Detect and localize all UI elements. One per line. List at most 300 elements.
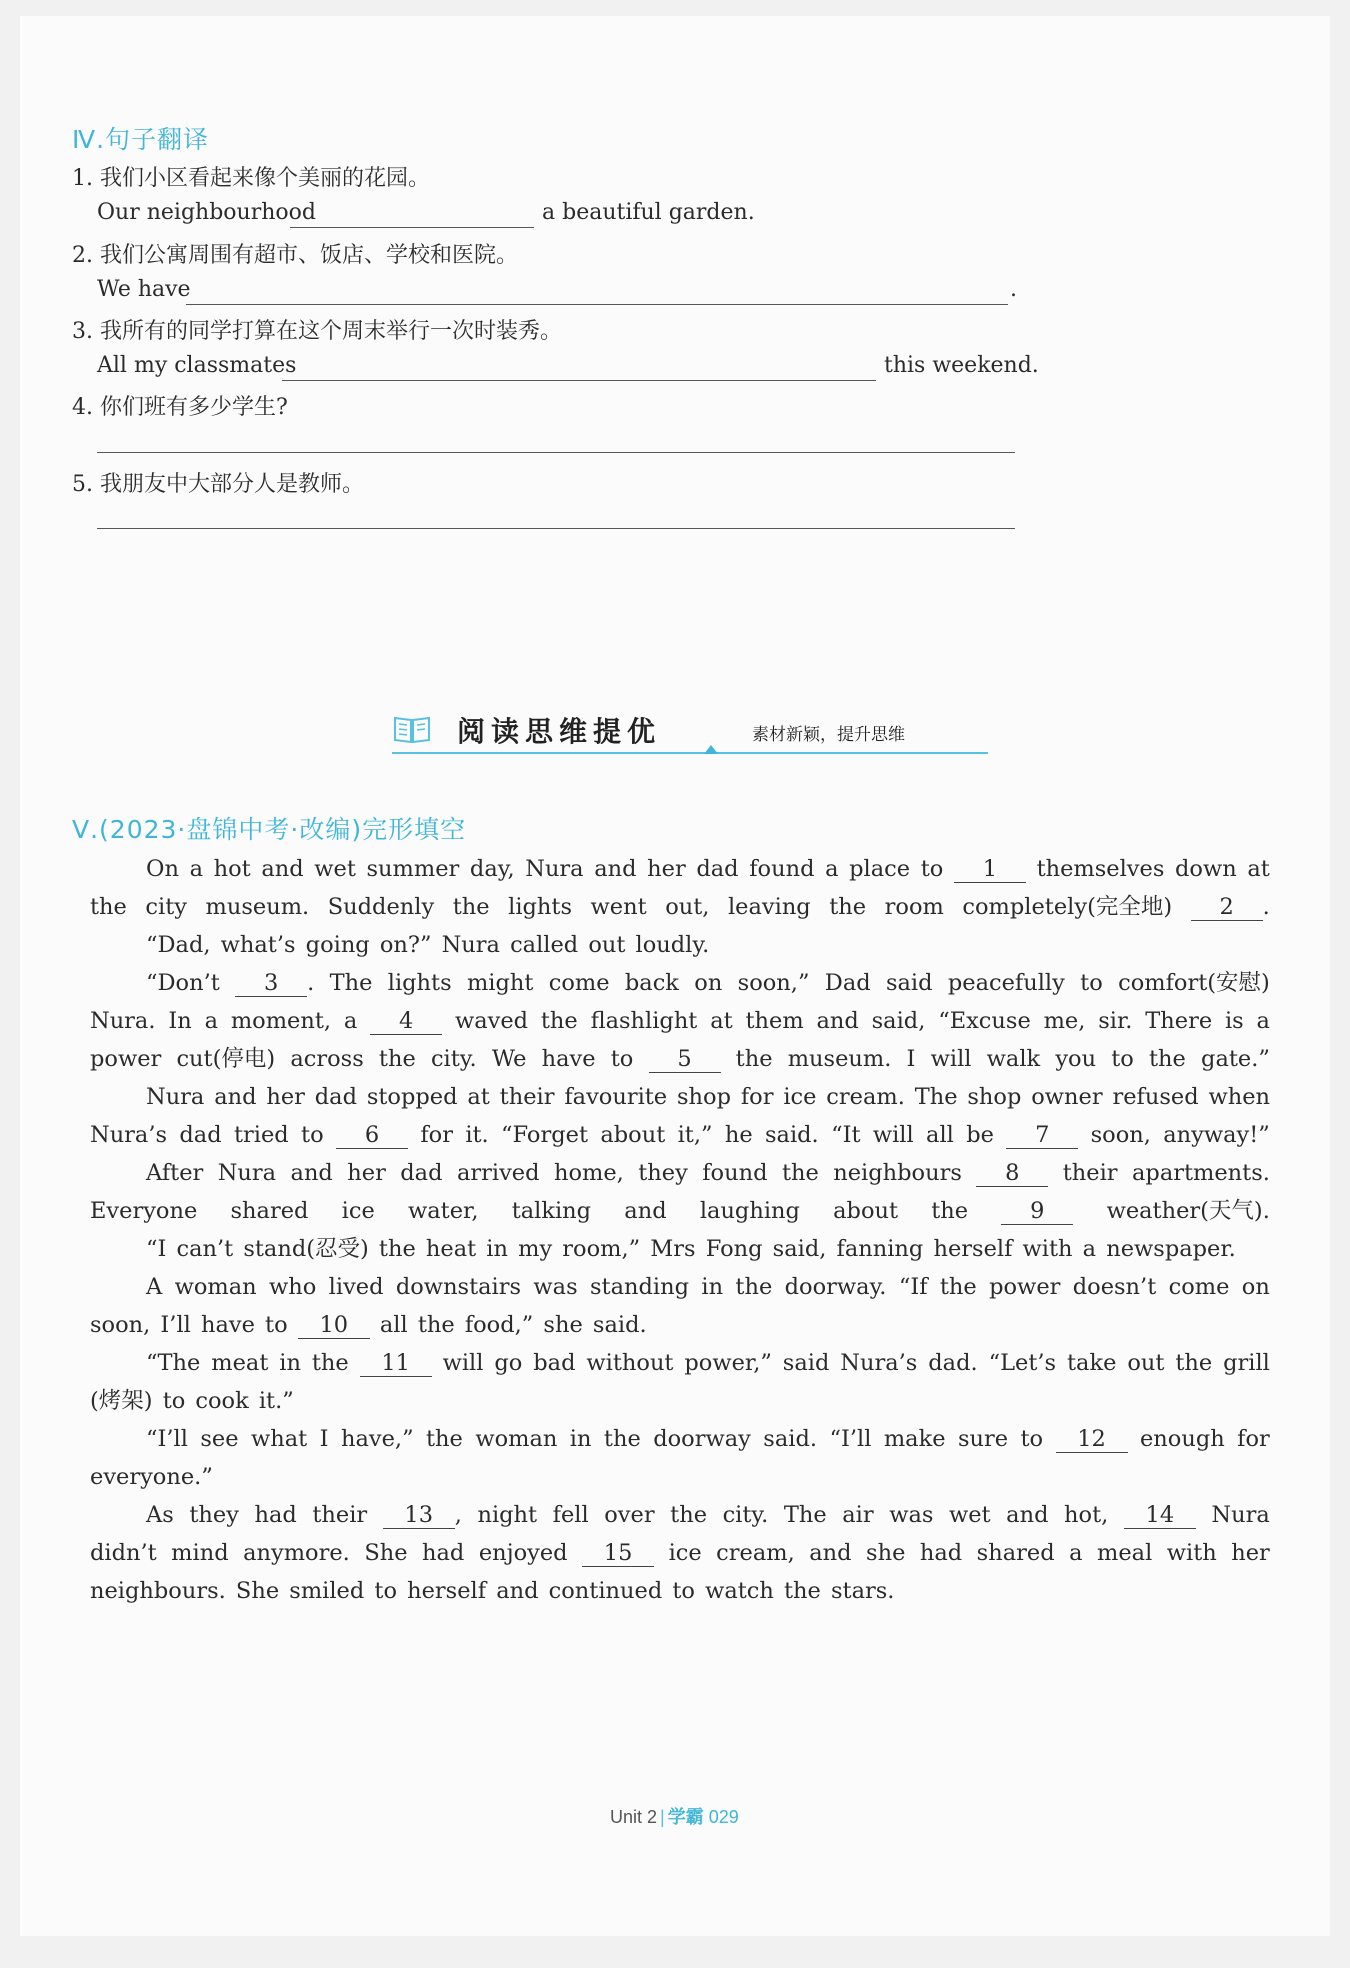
passage-word: hot [213, 856, 251, 882]
passage-word: on?” [379, 932, 432, 958]
passage-word: “If [898, 1274, 928, 1300]
passage-word: see [200, 1426, 239, 1452]
passage-word: with [1166, 1540, 1217, 1566]
passage-word: found [702, 1160, 768, 1186]
passage-word: summer [366, 856, 460, 882]
passage-word: had [919, 1540, 963, 1566]
passage-word: ice [341, 1198, 375, 1224]
passage-word: ice [668, 1540, 702, 1566]
passage-word: the [1175, 1350, 1213, 1376]
passage-line [90, 1386, 1270, 1416]
passage-word: a [189, 856, 203, 882]
passage-word: a [1256, 1008, 1270, 1034]
passage-line [90, 1120, 1270, 1150]
passage-word: the [670, 1502, 708, 1528]
passage-word: “Dad, [146, 932, 211, 958]
cloze-blank-5[interactable]: 5 [649, 1046, 721, 1073]
passage-word: and [496, 1578, 539, 1604]
passage-word: he [724, 1122, 753, 1148]
passage-word: will [872, 1122, 914, 1148]
question-number: 1. [72, 166, 93, 191]
passage-word: wet [948, 1502, 991, 1528]
passage-word: shared [976, 1540, 1055, 1566]
passage-word: city. [430, 1046, 477, 1072]
passage-word: you [1055, 1046, 1097, 1072]
passage-word: said, [772, 1236, 827, 1262]
section-heading-translation: Ⅳ.句子翻译 [72, 125, 210, 154]
passage-word: waved [454, 1008, 529, 1034]
passage-word: might [466, 970, 534, 996]
passage-word: dad [696, 856, 739, 882]
passage-word: back [624, 970, 679, 996]
passage-word: refused [1112, 1084, 1199, 1110]
passage-word: room [884, 894, 944, 920]
passage-line [90, 1310, 1270, 1340]
passage-word: their [312, 1502, 368, 1528]
passage-word: will [442, 1350, 484, 1376]
passage-line [146, 930, 1270, 960]
cloze-blank-8[interactable]: 8 [976, 1160, 1048, 1187]
passage-word: dad. [928, 1350, 978, 1376]
passage-word: After [146, 1160, 204, 1186]
passage-word: have,” [340, 1426, 414, 1452]
passage-word: food,” [464, 1312, 534, 1338]
open-book-icon [392, 712, 432, 744]
passage-word: meat [211, 1350, 269, 1376]
question-5-prompt [72, 467, 364, 498]
passage-word: mind [171, 1540, 229, 1566]
cloze-blank-9[interactable]: 9 [1001, 1198, 1073, 1225]
passage-word: doorway. [784, 1274, 887, 1300]
passage-word: wet [314, 856, 356, 882]
passage-word: hot, [1064, 1502, 1109, 1528]
passage-word: enjoyed [478, 1540, 568, 1566]
passage-word: the [426, 1426, 463, 1452]
passage-word: and [594, 856, 637, 882]
passage-word: neighbours. [90, 1578, 226, 1604]
passage-word: In [168, 1008, 192, 1034]
passage-word: room,” [562, 1236, 641, 1262]
passage-word: in [486, 1236, 508, 1262]
footer-page-number: 029 [708, 1807, 739, 1827]
passage-line [146, 1272, 1270, 1302]
passage-word: Nura [525, 856, 584, 882]
question-chinese: 我们小区看起来像个美丽的花园。 [100, 166, 431, 191]
passage-word: meal [1097, 1540, 1153, 1566]
passage-word: loudly. [635, 932, 710, 958]
passage-word: Fong [705, 1236, 763, 1262]
passage-word: dad [179, 1122, 222, 1148]
passage-word: doesn’t [1072, 1274, 1157, 1300]
passage-word: to [672, 1578, 695, 1604]
passage-word: peacefully [947, 970, 1065, 996]
passage-word: them [745, 1008, 804, 1034]
passage-word: cut(停电) [176, 1046, 276, 1072]
passage-word: she [866, 1540, 906, 1566]
cloze-blank-7[interactable]: 7 [1006, 1122, 1078, 1149]
passage-word: A [146, 1274, 163, 1300]
passage-word: to [301, 1122, 324, 1148]
passage-word: out [1127, 1350, 1165, 1376]
cloze-blank-11[interactable]: 11 [360, 1350, 432, 1377]
passage-word: lights [508, 894, 572, 920]
passage-word: “Excuse [938, 1008, 1031, 1034]
cloze-blank-4[interactable]: 4 [370, 1008, 442, 1035]
passage-word: herself [933, 1236, 1013, 1262]
passage-word: take [1066, 1350, 1117, 1376]
passage-word: museum. [205, 894, 310, 920]
passage-word: soon, [1090, 1122, 1151, 1148]
cloze-blank-13[interactable]: 13 [383, 1502, 455, 1529]
passage-word: fanning [836, 1236, 924, 1262]
passage-line [90, 1576, 1270, 1606]
passage-word: doorway [653, 1426, 751, 1452]
passage-word: for [740, 1084, 774, 1110]
passage-word: laughing [699, 1198, 800, 1224]
passage-word: night [477, 1502, 538, 1528]
passage-word: sir. [1098, 1008, 1133, 1034]
passage-word: completely(完全地) [962, 894, 1173, 920]
passage-word: city. [722, 1502, 769, 1528]
passage-word: without [586, 1350, 674, 1376]
passage-word: anymore. [243, 1540, 350, 1566]
passage-word: Nura [1211, 1502, 1270, 1528]
passage-word: Nura [146, 1084, 205, 1110]
passage-word: all [379, 1312, 408, 1338]
cloze-blank-group [235, 968, 314, 998]
passage-word: come [548, 970, 610, 996]
passage-word: it,” [677, 1122, 713, 1148]
passage-word: stars. [830, 1578, 895, 1604]
passage-word: a [825, 856, 839, 882]
answer-blank-1[interactable] [290, 227, 534, 228]
passage-word: was [533, 1274, 578, 1300]
passage-word: “I’ll [829, 1426, 872, 1452]
passage-word: and [1006, 1502, 1049, 1528]
passage-word: for [420, 1122, 453, 1148]
passage-word: her [1231, 1540, 1270, 1566]
cloze-blank-group [336, 1120, 408, 1150]
passage-word: it. [465, 1122, 489, 1148]
passage-word: she [543, 1312, 583, 1338]
cloze-blank-12[interactable]: 12 [1056, 1426, 1128, 1453]
passage-line [90, 1462, 1270, 1492]
passage-word: the [540, 1008, 578, 1034]
passage-word: said. [765, 1122, 819, 1148]
passage-word: Nura’s [90, 1122, 168, 1148]
passage-word: across [290, 1046, 364, 1072]
passage-word: over [604, 1502, 655, 1528]
passage-word: “I’ll [146, 1426, 188, 1452]
passage-word: the [829, 894, 867, 920]
question-4-prompt [72, 390, 288, 421]
passage-word: heat [425, 1236, 477, 1262]
punctuation: . [1262, 894, 1270, 920]
passage-word: and [809, 1540, 852, 1566]
passage-word: and [624, 1198, 667, 1224]
passage-word: to [374, 1578, 397, 1604]
question-3-prompt [72, 314, 562, 345]
passage-word: standing [590, 1274, 690, 1300]
passage-word: they [189, 1502, 239, 1528]
passage-word: what’s [220, 932, 296, 958]
passage-word: home, [553, 1160, 624, 1186]
passage-word: the [378, 1236, 416, 1262]
passage-word: and [261, 856, 304, 882]
cloze-blank-group [383, 1500, 462, 1530]
passage-word: apartments. [1132, 1160, 1270, 1186]
passage-line [146, 1082, 1270, 1112]
passage-word: “Let’s [988, 1350, 1057, 1376]
banner-subtitle: 素材新颖，提升思维 [752, 725, 905, 745]
cloze-blank-group [1124, 1500, 1196, 1530]
passage-word: Nura. [90, 1008, 156, 1034]
passage-word: smiled [289, 1578, 365, 1604]
passage-word: Mrs [650, 1236, 696, 1262]
passage-line [146, 854, 1270, 884]
cloze-blank-10[interactable]: 10 [298, 1312, 370, 1339]
passage-word: Nura’s [840, 1350, 918, 1376]
question-2-prefix: We have [97, 277, 191, 302]
passage-word: dad [314, 1084, 357, 1110]
passage-word: leaving [727, 894, 811, 920]
page-footer: Unit 2 | 学霸 029 [610, 1807, 739, 1827]
passage-word: to [265, 1312, 288, 1338]
banner-title: 阅读思维提优 [457, 715, 662, 748]
passage-word: to [1020, 1426, 1044, 1452]
cloze-blank-group [360, 1348, 432, 1378]
passage-word: said [885, 970, 933, 996]
passage-word: Everyone [90, 1198, 198, 1224]
passage-word: going [305, 932, 370, 958]
passage-word: herself [407, 1578, 487, 1604]
cloze-blank-14[interactable]: 14 [1124, 1502, 1196, 1529]
passage-word: to [1111, 1046, 1134, 1072]
passage-word: the [781, 1160, 819, 1186]
passage-word: is [1224, 1008, 1244, 1034]
passage-word: owner [1031, 1084, 1103, 1110]
cloze-blank-group [370, 1006, 442, 1036]
question-number: 2. [72, 243, 93, 268]
passage-word: have [541, 1046, 596, 1072]
passage-word: There [1145, 1008, 1213, 1034]
answer-blank-3[interactable] [282, 380, 876, 381]
passage-word: come [1168, 1274, 1230, 1300]
footer-brand: 学霸 [667, 1807, 704, 1827]
passage-word: (烤架) [90, 1388, 153, 1414]
passage-word: day, [469, 856, 515, 882]
cloze-blank-1[interactable]: 1 [954, 856, 1026, 883]
cloze-blank-6[interactable]: 6 [336, 1122, 408, 1149]
banner-underline [392, 752, 988, 754]
passage-word: be [966, 1122, 994, 1148]
passage-line [146, 1500, 1270, 1530]
passage-word: “The [146, 1350, 201, 1376]
passage-word: soon, [90, 1312, 151, 1338]
passage-word: lived [328, 1274, 384, 1300]
passage-word: a [1082, 1236, 1097, 1262]
cloze-blank-group [1001, 1196, 1073, 1226]
question-number: 3. [72, 319, 93, 344]
passage-word: anyway!” [1163, 1122, 1270, 1148]
passage-word: called [510, 932, 579, 958]
passage-line [146, 1158, 1270, 1188]
punctuation: . [307, 970, 315, 996]
passage-word: She [364, 1540, 408, 1566]
passage-word: soon,” [737, 970, 810, 996]
passage-word: and [214, 1084, 257, 1110]
passage-word: ice [783, 1084, 817, 1110]
passage-word: had [422, 1540, 465, 1566]
passage-word: her [266, 1084, 305, 1110]
cloze-blank-group [1191, 892, 1270, 922]
passage-word: gate.” [1201, 1046, 1270, 1072]
passage-word: She [235, 1578, 280, 1604]
passage-word: down [1175, 856, 1237, 882]
passage-word: The [329, 970, 373, 996]
passage-word: weather(天气). [1106, 1198, 1270, 1224]
passage-word: newspaper. [1106, 1236, 1236, 1262]
passage-word: to [920, 856, 944, 882]
passage-word: on [1241, 1274, 1270, 1300]
passage-word: continued [548, 1578, 663, 1604]
cloze-blank-group [582, 1538, 654, 1568]
passage-word: enough [1139, 1426, 1225, 1452]
passage-line [90, 1196, 1270, 1226]
passage-word: the [735, 1046, 773, 1072]
passage-word: me, [1043, 1008, 1086, 1034]
cloze-blank-15[interactable]: 15 [582, 1540, 654, 1567]
cloze-blank-2[interactable]: 2 [1191, 894, 1263, 921]
passage-word: cook [195, 1388, 249, 1414]
passage-word: said, [871, 1008, 926, 1034]
passage-word: said. [763, 1426, 818, 1452]
workbook-page [20, 16, 1330, 1936]
passage-line [90, 1006, 1270, 1036]
cloze-blank-group [649, 1044, 721, 1074]
passage-word: woman [475, 1426, 558, 1452]
passage-word: with [1022, 1236, 1073, 1262]
passage-word: my [518, 1236, 553, 1262]
question-number: 5. [72, 472, 93, 497]
reading-banner [392, 706, 988, 758]
passage-word: the [939, 1274, 977, 1300]
question-3-suffix: this weekend. [884, 353, 1039, 378]
passage-word: can’t [176, 1236, 234, 1262]
passage-word: the [784, 1578, 821, 1604]
passage-word: the [378, 1046, 416, 1072]
passage-word: about [600, 1122, 666, 1148]
answer-blank-4[interactable] [97, 452, 1015, 453]
passage-word: everyone.” [90, 1464, 213, 1490]
passage-word: to [162, 1388, 186, 1414]
passage-word: museum. [787, 1046, 892, 1072]
passage-word: didn’t [90, 1540, 157, 1566]
passage-word: had [254, 1502, 297, 1528]
passage-line [90, 1538, 1270, 1568]
passage-word: what [251, 1426, 308, 1452]
passage-word: in [569, 1426, 592, 1452]
passage-word: watch [705, 1578, 774, 1604]
answer-blank-2[interactable] [186, 304, 1008, 305]
question-3-prefix: All my classmates [97, 353, 297, 378]
passage-line [146, 1424, 1270, 1454]
passage-word: said [782, 1350, 830, 1376]
passage-word: their [1062, 1160, 1118, 1186]
passage-word: tried [233, 1122, 289, 1148]
passage-word: The [783, 1502, 827, 1528]
question-1-prompt [72, 161, 430, 192]
passage-word: the [417, 1312, 455, 1338]
passage-word: out, [665, 894, 710, 920]
passage-word: in [701, 1274, 724, 1300]
passage-word: a [204, 1008, 218, 1034]
cloze-blank-group [298, 1310, 370, 1340]
passage-word: when [1208, 1084, 1270, 1110]
question-1-suffix: a beautiful garden. [542, 200, 755, 225]
passage-word: woman [174, 1274, 257, 1300]
passage-word: the [452, 894, 490, 920]
question-2-prompt [72, 238, 518, 269]
passage-word: Nura [441, 932, 500, 958]
passage-word: went [590, 894, 647, 920]
passage-word: the [311, 1350, 349, 1376]
passage-word: air [842, 1502, 874, 1528]
passage-word: We [491, 1046, 527, 1072]
cloze-blank-group [954, 854, 1026, 884]
passage-word: about [833, 1198, 899, 1224]
passage-word: arrived [456, 1160, 540, 1186]
passage-word: a [1069, 1540, 1083, 1566]
passage-word: shared [230, 1198, 309, 1224]
passage-word: power [989, 1274, 1061, 1300]
passage-word: and [816, 1008, 859, 1034]
passage-word: they [638, 1160, 688, 1186]
passage-word: fell [552, 1502, 589, 1528]
passage-word: will [930, 1046, 972, 1072]
banner-marker-icon [704, 745, 718, 754]
passage-word: sure [957, 1426, 1009, 1452]
passage-word: I [319, 1426, 329, 1452]
question-2-suffix: . [1010, 277, 1017, 302]
passage-word: power [90, 1046, 162, 1072]
passage-word: As [146, 1502, 174, 1528]
question-number: 4. [72, 395, 93, 420]
footer-unit: Unit 2 [610, 1807, 658, 1827]
passage-word: “I [146, 1236, 167, 1262]
passage-word: I’ll [160, 1312, 191, 1338]
passage-word: flashlight [590, 1008, 698, 1034]
cloze-blank-group [1006, 1120, 1078, 1150]
passage-word: the [90, 894, 127, 920]
passage-line [90, 892, 1270, 922]
passage-word: was [889, 1502, 934, 1528]
passage-word: I [906, 1046, 916, 1072]
passage-word: cream. [826, 1084, 905, 1110]
passage-word: grill [1223, 1350, 1270, 1376]
cloze-blank-group [1056, 1424, 1128, 1454]
passage-word: the [931, 1198, 969, 1224]
punctuation: , [454, 1502, 462, 1528]
cloze-blank-3[interactable]: 3 [235, 970, 307, 997]
passage-word: the [1149, 1046, 1186, 1072]
passage-word: place [849, 856, 911, 882]
passage-line [90, 1044, 1270, 1074]
passage-word: a [343, 1008, 358, 1034]
question-1-prefix: Our neighbourhood [97, 200, 316, 225]
question-chinese: 我所有的同学打算在这个周末举行一次时装秀。 [100, 319, 563, 344]
answer-blank-5[interactable] [97, 528, 1015, 529]
